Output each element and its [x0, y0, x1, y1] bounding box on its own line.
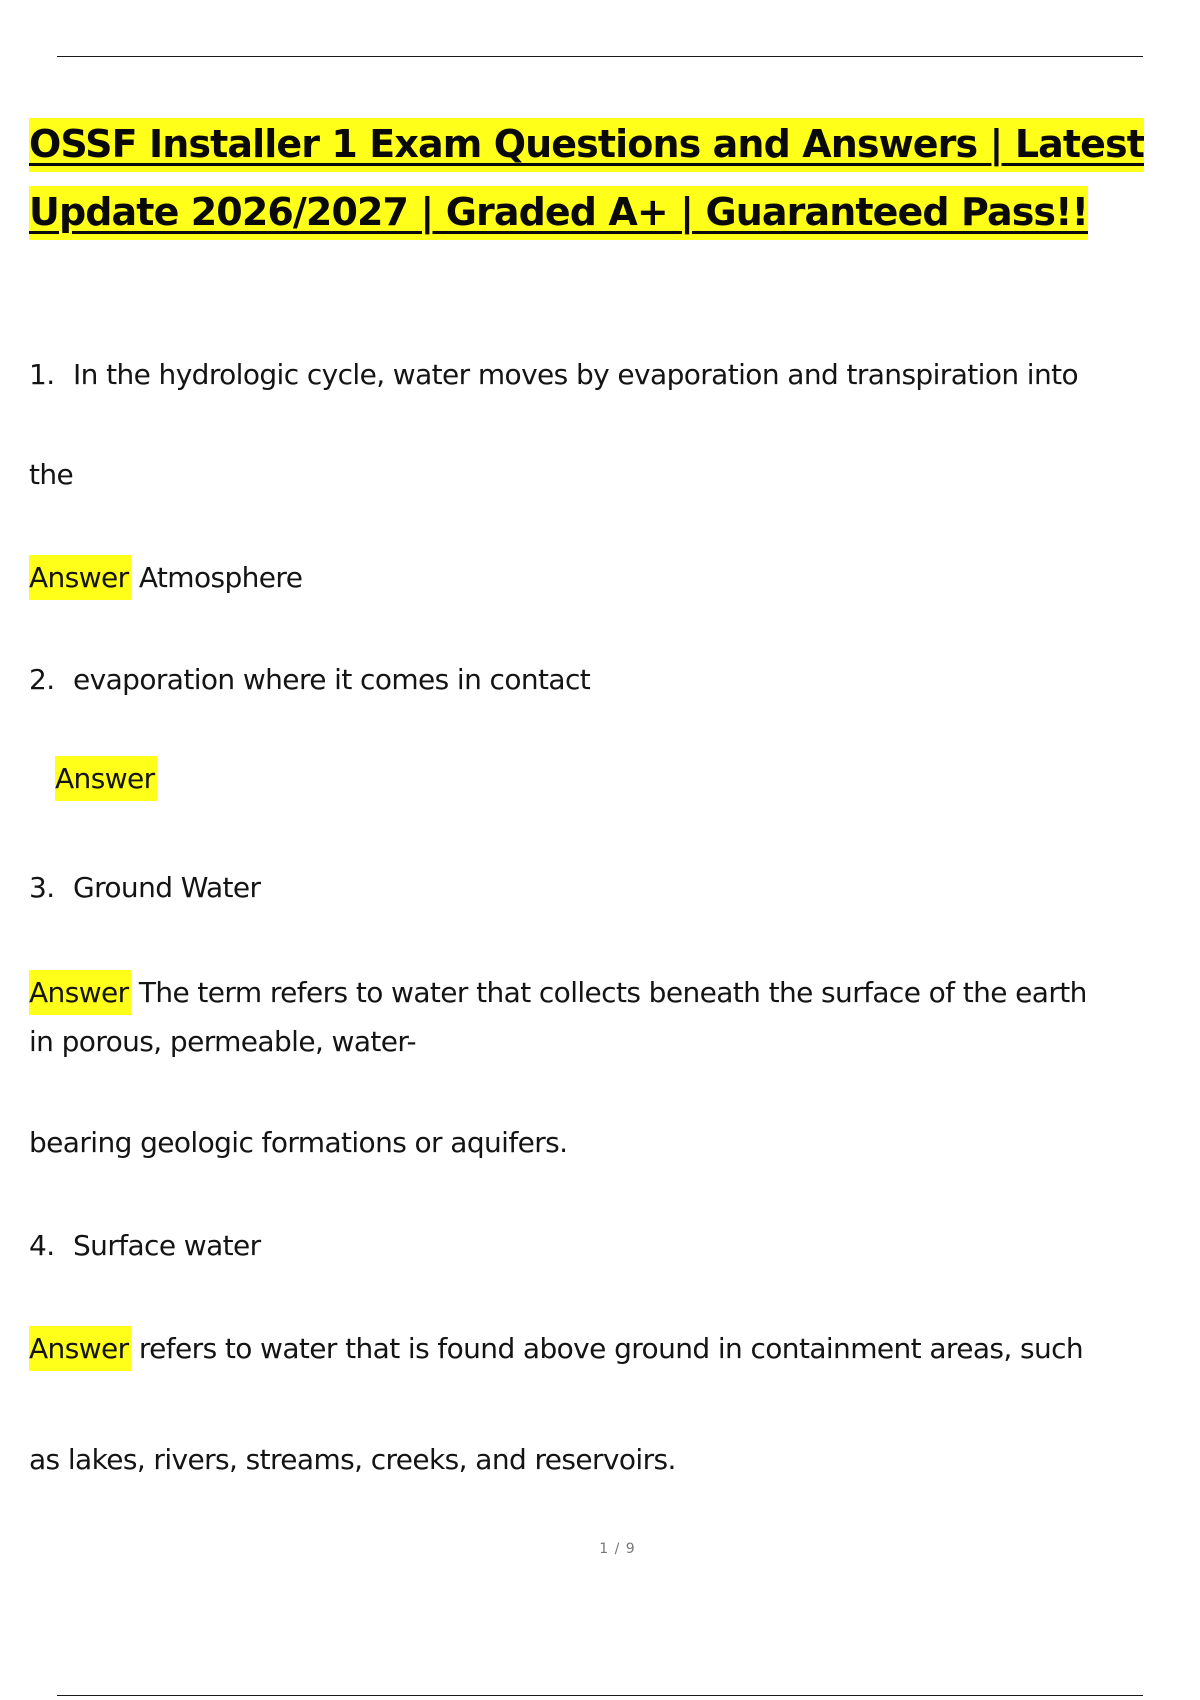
- answer-label: Answer: [29, 555, 131, 600]
- answer-text: Atmosphere: [138, 561, 303, 594]
- question-2: [29, 663, 590, 697]
- answer-label: Answer: [29, 1326, 131, 1371]
- question-1-continued: the: [29, 458, 74, 491]
- question-number: 1.: [29, 358, 55, 391]
- answer-text: The term refers to water that collects beneath the surface of the earth: [138, 976, 1087, 1009]
- question-3: [29, 871, 260, 905]
- question-text: Surface water: [73, 1229, 261, 1262]
- title-line-2: Update 2026/2027 | Graded A+ | Guaranteed Pass!!: [29, 186, 1088, 240]
- answer-3: [29, 976, 1087, 1010]
- answer-3-line-3: bearing geologic formations or aquifers.: [29, 1126, 568, 1159]
- page-indicator: 1 / 9: [599, 1541, 636, 1557]
- header-rule: [57, 56, 1143, 57]
- answer-4-line-2: as lakes, rivers, streams, creeks, and reservoirs.: [29, 1443, 676, 1476]
- document-title: [29, 110, 1200, 246]
- footer-rule: [57, 1695, 1143, 1696]
- answer-4: [29, 1332, 1083, 1366]
- title-line-1: OSSF Installer 1 Exam Questions and Answers | Latest: [29, 118, 1144, 172]
- question-number: 2.: [29, 663, 55, 696]
- question-text: evaporation where it comes in contact: [73, 663, 591, 696]
- answer-3-line-2: in porous, permeable, water-: [29, 1025, 417, 1058]
- question-text: In the hydrologic cycle, water moves by evaporation and transpiration into: [73, 358, 1079, 391]
- question-text: Ground Water: [73, 871, 261, 904]
- question-number: 3.: [29, 871, 55, 904]
- question-4: [29, 1229, 261, 1263]
- answer-2: [55, 762, 157, 796]
- question-number: 4.: [29, 1229, 55, 1262]
- answer-text: refers to water that is found above ground in containment areas, such: [138, 1332, 1084, 1365]
- answer-1: [29, 561, 302, 595]
- question-1: [29, 358, 1078, 392]
- answer-label: Answer: [55, 756, 157, 801]
- answer-label: Answer: [29, 970, 131, 1015]
